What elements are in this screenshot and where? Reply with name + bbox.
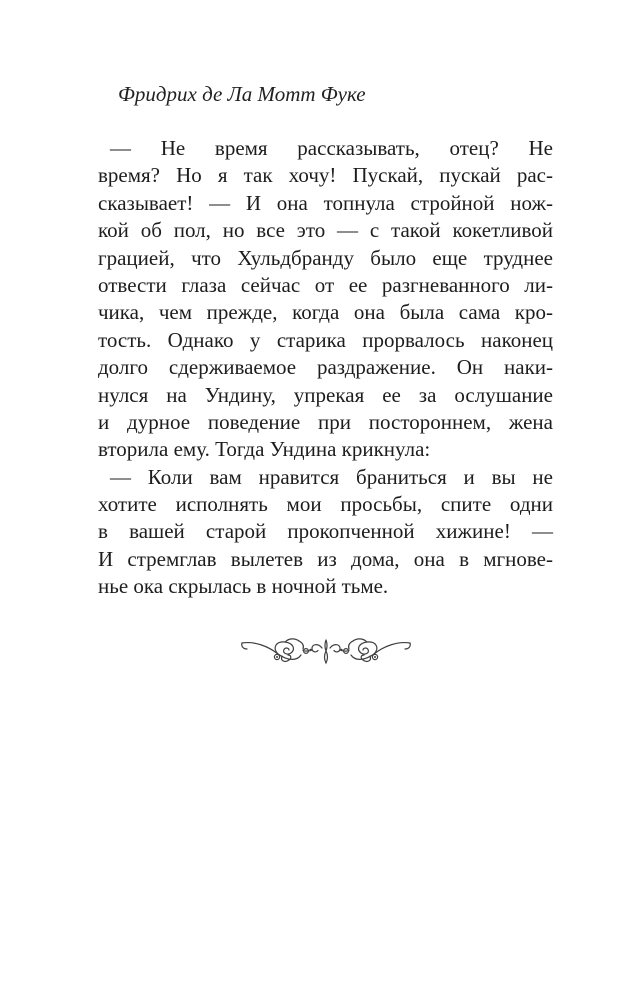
chapter-end-ornament [98, 634, 553, 670]
text-line: отвести глаза сейчас от ее разгневанного ли- [98, 272, 553, 297]
text-line: кой об пол, но все это — с такой кокетливой [98, 218, 553, 243]
text-line: — Коли вам нравится браниться и вы не [110, 464, 553, 489]
text-line: нулся на Ундину, упрекая ее за ослушание [98, 382, 553, 407]
text-line: время? Но я так хочу! Пускай, пускай рас- [98, 163, 553, 188]
text-line: долго сдерживаемое раздражение. Он наки- [98, 355, 553, 380]
text-line: хотите исполнять мои просьбы, спите одни [98, 492, 553, 517]
text-line: чика, чем прежде, когда она была сама кро- [98, 300, 553, 325]
text-line: сказывает! — И она топнула стройной нож- [98, 190, 553, 215]
text-line: и дурное поведение при постороннем, жена [98, 409, 553, 434]
text-line: грацией, что Хульдбранду было еще труднее [98, 245, 553, 270]
running-header-author: Фридрих де Ла Мотт Фуке [118, 82, 366, 106]
text-line: тость. Однако у старика прорвалось наконец [98, 327, 553, 352]
text-line: в вашей старой прокопченной хижине! — [98, 519, 553, 544]
text-block [98, 135, 553, 601]
text-line: И стремглав вылетев из дома, она в мгнове- [98, 546, 553, 571]
text-line: нье ока скрылась в ночной тьме. [98, 574, 389, 599]
paragraph [98, 464, 553, 601]
scroll-flourish-icon [238, 634, 414, 670]
text-line: вторила ему. Тогда Ундина крикнула: [98, 437, 431, 462]
paragraph [98, 135, 553, 464]
text-line: — Не время рассказывать, отец? Не [110, 136, 553, 160]
